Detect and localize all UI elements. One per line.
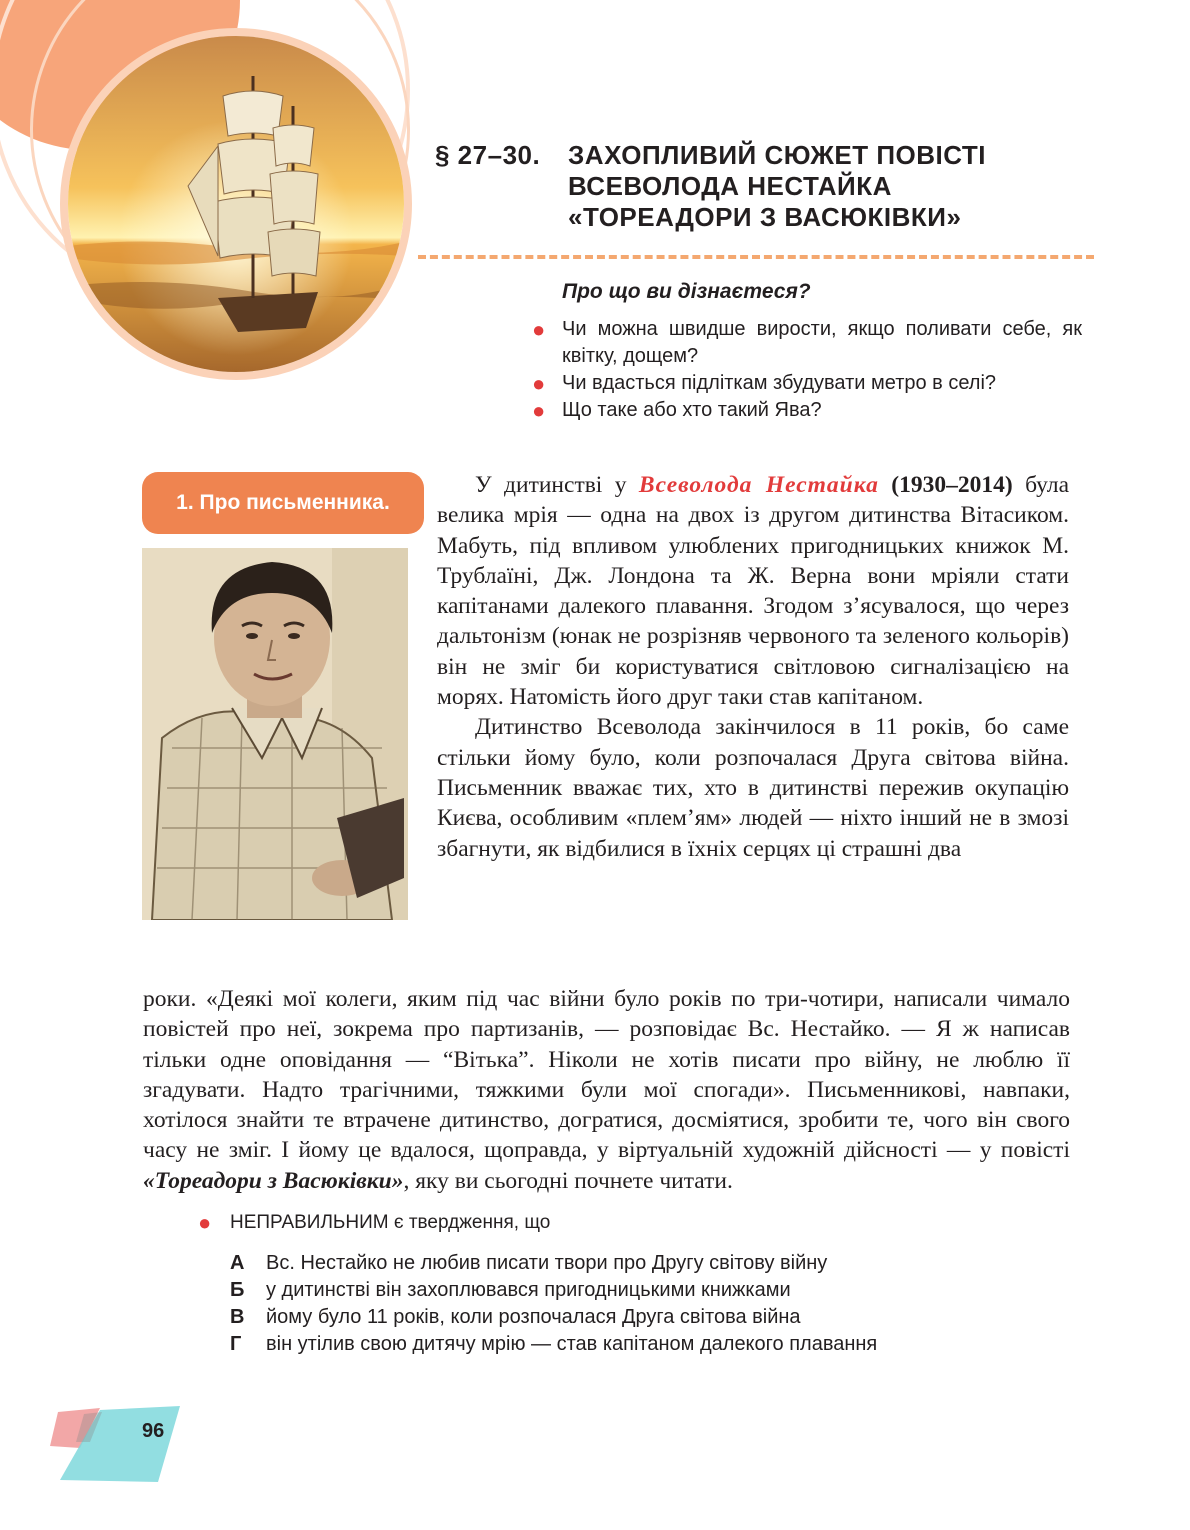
footer-decoration <box>50 1400 190 1490</box>
paragraph: У дитинстві у Всеволода Нестайка (1930–2014) була велика мрія — одна на двох із другом дитинства Вітасиком. Мабуть, під впливом улюблених пригодницьких книжок М. Трублаїні, Дж. Лондона та Ж. Верна вони мріяли стати капітанами далекого плавання. Згодом з’ясувалося, що через дальтонізм (юнак не розрізняв червоного та зеленого кольорів) він не зміг би користуватися світловою сигналізацією на морях. Натомість його друг таки став капітаном. <box>437 472 1070 711</box>
bullet-icon: ● <box>532 398 546 423</box>
option-letter: Г <box>230 1333 242 1355</box>
author-name: Всеволода Нестайка <box>638 472 879 498</box>
author-portrait <box>142 548 408 920</box>
section-badge: 1. Про письменника. <box>142 472 424 534</box>
title-line: «ТОРЕАДОРИ З ВАСЮКІВКИ» <box>568 202 962 232</box>
quiz-question: ● НЕПРАВИЛЬНИМ є твердження, що <box>198 1210 551 1235</box>
option-letter: А <box>230 1252 245 1274</box>
list-item: ● Чи можна швидше вирости, якщо поливати себе, як квітку, дощем? <box>532 317 1082 367</box>
paragraph: Дитинство Всеволода закінчилося в 11 років, бо саме стільки йому було, коли розпочалася Друга світова війна. Письменник вважає тих, хто в дитинстві пережив окупацію Києва, особливим «плем’ям» людей — ніхто інший не в змозі збагнути, як відбилися в їхніх серцях ці страшні два <box>437 714 1069 862</box>
quiz-option: Б у дитинстві він захоплювався пригодницькими книжками <box>230 1277 877 1304</box>
quiz-option: А Вс. Нестайко не любив писати твори про Другу світову війну <box>230 1250 877 1277</box>
learn-heading: Про що ви дізнаєтеся? <box>562 280 811 303</box>
title-divider <box>418 255 1094 259</box>
list-item: ● Що таке або хто такий Ява? <box>532 398 822 423</box>
author-photo <box>142 548 408 920</box>
bullet-icon: ● <box>532 317 546 342</box>
page-title <box>568 140 986 233</box>
title-line: ЗАХОПЛИВИЙ СЮЖЕТ ПОВІСТІ <box>568 140 986 170</box>
body-column <box>437 470 1069 864</box>
title-line: ВСЕВОЛОДА НЕСТАЙКА <box>568 171 892 201</box>
bullet-icon: ● <box>198 1210 212 1235</box>
option-letter: В <box>230 1306 245 1328</box>
paragraph-continuation: роки. «Деякі мої колеги, яким під час війни було років по три-чотири, написали чимало повістей про неї, зокрема про партизанів, — розповідає Вс. Нестайко. — Я ж написав тільки одне оповідання — “Вітька”. Ніколи не хотів писати про війну, не люблю її згадувати. Надто трагічними, тяжкими були мої спогади». Письменникові, навпаки, хотілося знайти те втрачене дитинство, догратися, досміятися, зробити те, чого він свого часу не зміг. І йому це вдалося, щоправда, у віртуальній художній дійсності — у повісті «Тореадори з Васюківки», яку ви сьогодні почнете читати. <box>143 986 1070 1194</box>
bullet-icon: ● <box>532 371 546 396</box>
option-letter: Б <box>230 1279 245 1301</box>
author-years: (1930–2014) <box>878 472 1013 498</box>
quiz-option: Г він утілив свою дитячу мрію — став капітаном далекого плавання <box>230 1331 877 1358</box>
book-title: «Тореадори з Васюківки» <box>143 1167 404 1194</box>
learn-list <box>530 316 1082 424</box>
quiz-option: В йому було 11 років, коли розпочалася Друга світова війна <box>230 1304 877 1331</box>
sailing-ship-illustration <box>60 28 412 380</box>
ship-sunset-image <box>68 36 404 372</box>
page-number: 96 <box>142 1420 165 1442</box>
quiz-options <box>230 1250 877 1358</box>
list-item: ● Чи вдасться підліткам збудувати метро в селі? <box>532 371 997 396</box>
paragraph-number: § 27–30. <box>435 140 541 170</box>
